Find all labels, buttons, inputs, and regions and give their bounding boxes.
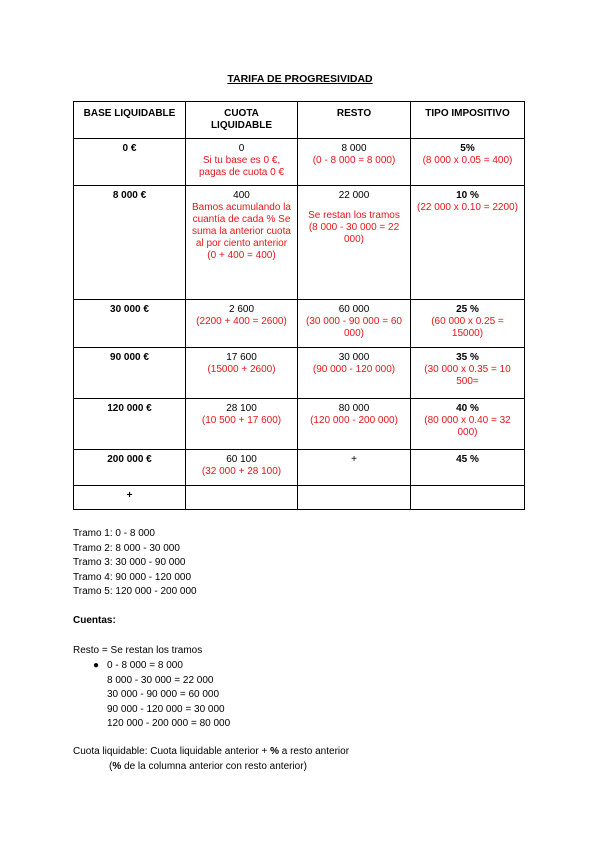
tipo-value: 45 % [456,454,479,465]
tramo-line: Tramo 1: 0 - 8 000 [73,528,155,539]
table-row [74,450,525,486]
cell-cuota [186,348,298,399]
cell-resto [298,450,411,486]
cuota-sub-prefix: ( [109,761,113,772]
cell-base: 8 000 € [74,186,186,300]
resto-value: 60 000 [338,304,370,315]
table-row [74,486,525,510]
cell-base: + [74,486,186,510]
cell-base: 30 000 € [74,300,186,348]
table-row [74,399,525,450]
resto-note: (30 000 - 90 000 = 60 000) [306,316,402,339]
cuota-note: Bamos acumulando la cuantía de cada % Se suma la anterior cuota al por ciento anterior (0 + 400 = 400) [192,202,291,261]
cell-cuota [186,399,298,450]
cell-base: 0 € [74,139,186,186]
cell-cuota [186,186,298,300]
cuota-value: 28 100 [226,403,257,414]
cell-tipo [411,139,525,186]
cuota-line-prefix: Cuota liquidable: Cuota liquidable anterior + [73,746,271,757]
table-row [74,348,525,399]
cell-cuota [186,300,298,348]
tramo-line: Tramo 3: 30 000 - 90 000 [73,557,186,568]
cell-resto [298,399,411,450]
cuota-note: (2200 + 400 = 2600) [196,316,287,327]
bullet-icon: ● [93,660,100,671]
cell-base: 90 000 € [74,348,186,399]
cuota-note: (15000 + 2600) [207,364,276,375]
cuentas-heading: Cuentas: [73,615,116,626]
cuota-value: 17 600 [226,352,257,363]
cell-resto [298,186,411,300]
cell-resto [298,139,411,186]
cuota-sub-suffix: de la columna anterior con resto anterior) [121,761,307,772]
header-resto: RESTO [298,102,411,139]
resto-value: 8 000 [341,143,367,154]
cuota-liquidable-line [73,746,349,757]
cuota-liquidable-subline [109,761,307,772]
tipo-note: (60 000 x 0.25 = 15000) [431,316,504,339]
cell-tipo [411,399,525,450]
tramo-line: Tramo 5: 120 000 - 200 000 [73,586,197,597]
header-base-liquidable: BASE LIQUIDABLE [74,102,186,139]
cuota-value: 2 600 [228,304,255,315]
list-item: 8 000 - 30 000 = 22 000 [107,674,214,686]
cuota-line-percent: % [270,746,279,757]
resto-note: (0 - 8 000 = 8 000) [312,155,396,166]
resto-value: 22 000 [338,190,370,201]
cell-cuota [186,486,298,510]
tramos-list [73,527,197,600]
cell-tipo [411,300,525,348]
cell-tipo [411,450,525,486]
cell-cuota [186,450,298,486]
list-item: 30 000 - 90 000 = 60 000 [107,689,220,700]
cell-cuota [186,139,298,186]
cell-base: 120 000 € [74,399,186,450]
cell-base: 200 000 € [74,450,186,486]
cell-resto [298,348,411,399]
cell-tipo [411,348,525,399]
header-cuota-liquidable: CUOTA LIQUIDABLE [186,102,298,139]
cell-tipo [411,486,525,510]
table-header-row [74,102,525,139]
cuota-sub-percent: % [112,761,122,772]
list-item: 120 000 - 200 000 = 80 000 [107,718,231,729]
cuota-note: Si tu base es 0 €, pagas de cuota 0 € [198,155,285,178]
cuota-value: 0 [238,143,245,154]
resto-note: (90 000 - 120 000) [312,364,396,375]
tramo-line: Tramo 4: 90 000 - 120 000 [73,571,192,583]
tarifa-table [73,101,525,510]
table-row [74,186,525,300]
resto-value: 30 000 [338,352,370,363]
title-text: TARIFA DE PROGRESIVIDAD [227,73,373,85]
resto-value: + [351,454,357,465]
list-item: 0 - 8 000 = 8 000 [107,660,183,671]
document-title [0,73,600,85]
cuota-line-suffix: a resto anterior [278,746,350,757]
header-tipo-impositivo: TIPO IMPOSITIVO [411,102,525,139]
list-item: 90 000 - 120 000 = 30 000 [107,703,225,715]
tipo-value: 40 % [456,403,479,414]
table-row [74,300,525,348]
resto-bullet-list [93,659,230,732]
tipo-note: (22 000 x 0.10 = 2200) [417,202,518,213]
cell-resto [298,300,411,348]
table-row [74,139,525,186]
tramo-line: Tramo 2: 8 000 - 30 000 [73,542,180,554]
resto-note: (120 000 - 200 000) [310,415,398,426]
cuota-value: 400 [233,190,250,201]
tipo-value: 35 % [456,352,479,363]
tipo-note: (8 000 x 0.05 = 400) [422,155,513,166]
tipo-value: 10 % [456,190,479,201]
tipo-value: 5% [460,143,475,154]
resto-heading: Resto = Se restan los tramos [73,645,203,656]
cuota-note: (32 000 + 28 100) [201,466,282,477]
tipo-value: 25 % [456,304,479,315]
resto-value: 80 000 [338,403,370,414]
cuota-value: 60 100 [226,454,257,465]
resto-note: Se restan los tramos (8 000 - 30 000 = 22 000) [308,210,400,245]
tipo-note: (30 000 x 0.35 = 10 500= [424,364,511,387]
tipo-note: (80 000 x 0.40 = 32 000) [424,415,511,438]
cell-tipo [411,186,525,300]
cell-resto [298,486,411,510]
cuota-note: (10 500 + 17 600) [201,415,282,426]
